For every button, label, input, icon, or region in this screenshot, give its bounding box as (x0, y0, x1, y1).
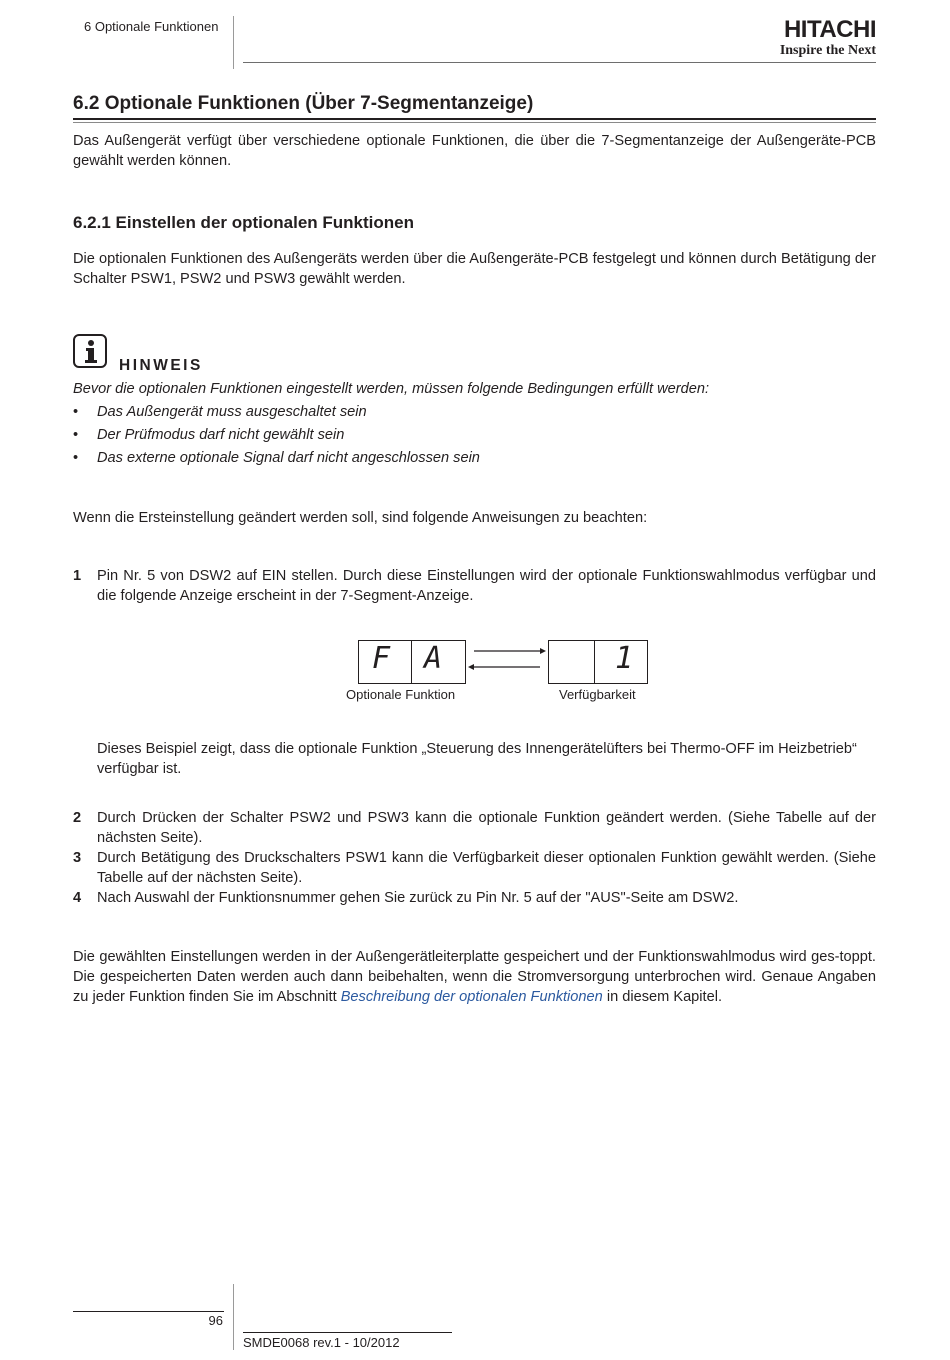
subsection-intro: Die optionalen Funktionen des Außengeräts werden über die Außengeräte-PCB festgelegt und können durch Betätigung der Schalter PSW1, PSW2 und PSW3 gewählt werden. (73, 251, 876, 287)
closing-paragraph (73, 947, 876, 1007)
brand-tagline: Inspire the Next (779, 43, 876, 58)
bullet-text: Der Prüfmodus darf nicht gewählt sein (97, 427, 345, 443)
step-1 (73, 566, 876, 606)
note-lead: Bevor die optionalen Funktionen eingestellt werden, müssen folgende Bedingungen erfüllt werden: (73, 381, 710, 397)
display-right-caption: Verfügbarkeit (559, 687, 636, 702)
info-icon (73, 334, 107, 368)
step-2 (73, 808, 876, 848)
step-text: Pin Nr. 5 von DSW2 auf EIN stellen. Durch diese Einstellungen wird der optionale Funktionswahlmodus verfügbar und die folgende Anzeige erscheint in der 7-Segment-Anzeige. (97, 568, 876, 604)
instructions-intro: Wenn die Ersteinstellung geändert werden soll, sind folgende Anweisungen zu beachten: (73, 510, 648, 526)
step-number: 2 (73, 810, 82, 826)
display-left-divider (411, 640, 412, 684)
step-number: 4 (73, 890, 82, 906)
step-number: 3 (73, 850, 82, 866)
document-id: SMDE0068 rev.1 - 10/2012 (243, 1335, 400, 1350)
display-digit-4: 1 (615, 641, 634, 676)
step-text: Nach Auswahl der Funktionsnummer gehen Sie zurück zu Pin Nr. 5 auf der "AUS"-Seite am DSW2. (97, 890, 739, 906)
step-4 (73, 888, 876, 908)
step-text: Durch Betätigung des Druckschalters PSW1 kann die Verfügbarkeit dieser optionalen Funktion gewählt werden. (Siehe Tabelle auf der nächsten Seite). (97, 850, 876, 886)
brand-name: HITACHI (783, 16, 876, 43)
closing-text: Die gewählten Einstellungen werden in der Außengerätleiterplatte gespeichert und der Funktionswahlmodus wird ges-toppt. Die gespeicherten Daten werden auch dann beibehalten, wenn die Stromversorgung unterbrochen wird. Genaue Angaben zu jeder Funktion finden Sie im Abschnitt (73, 949, 876, 1005)
display-right-divider (594, 640, 595, 684)
footer-divider-vertical (233, 1284, 234, 1350)
bullet-glyph: • (73, 404, 79, 420)
section-intro: Das Außengerät verfügt über verschiedene optionale Funktionen, die über die 7-Segmentanzeige der Außengeräte-PCB gewählt werden können. (73, 133, 876, 169)
display-digit-1: F (372, 641, 391, 676)
header-rule (243, 62, 876, 63)
section-title-rule-thin (73, 122, 876, 123)
page-number: 96 (208, 1313, 223, 1328)
closing-text-end: in diesem Kapitel. (602, 989, 723, 1005)
function-description-link[interactable]: Beschreibung der optionalen Funktionen (340, 989, 603, 1005)
example-text: Dieses Beispiel zeigt, dass die optionale Funktion „Steuerung des Innengerätelüfters bei Thermo-OFF im Heizbetrieb“ verfügbar ist. (97, 741, 857, 777)
section-title: 6.2 Optionale Funktionen (Über 7-Segmentanzeige) (73, 93, 534, 114)
step-number: 1 (73, 568, 82, 584)
bullet-glyph: • (73, 427, 79, 443)
step-3 (73, 848, 876, 888)
header-divider-vertical (233, 16, 234, 69)
brand-logo (780, 18, 876, 59)
section-title-rule (73, 118, 876, 120)
step-text: Durch Drücken der Schalter PSW2 und PSW3 kann die optionale Funktion geändert werden. (Siehe Tabelle auf der nächsten Seite). (97, 810, 876, 846)
footer-rule-right (243, 1332, 452, 1333)
display-left-caption: Optionale Funktion (346, 687, 456, 702)
display-digit-2: A (424, 641, 443, 676)
bullet-glyph: • (73, 450, 79, 466)
bullet-text: Das externe optionale Signal darf nicht angeschlossen sein (97, 450, 480, 466)
note-title: HINWEIS (119, 357, 203, 374)
bullet-text: Das Außengerät muss ausgeschaltet sein (97, 404, 367, 420)
toggle-arrows-icon (466, 640, 548, 684)
chapter-label: 6 Optionale Funktionen (84, 19, 219, 34)
footer-rule-left (73, 1311, 224, 1312)
subsection-title: 6.2.1 Einstellen der optionalen Funktionen (73, 213, 414, 232)
